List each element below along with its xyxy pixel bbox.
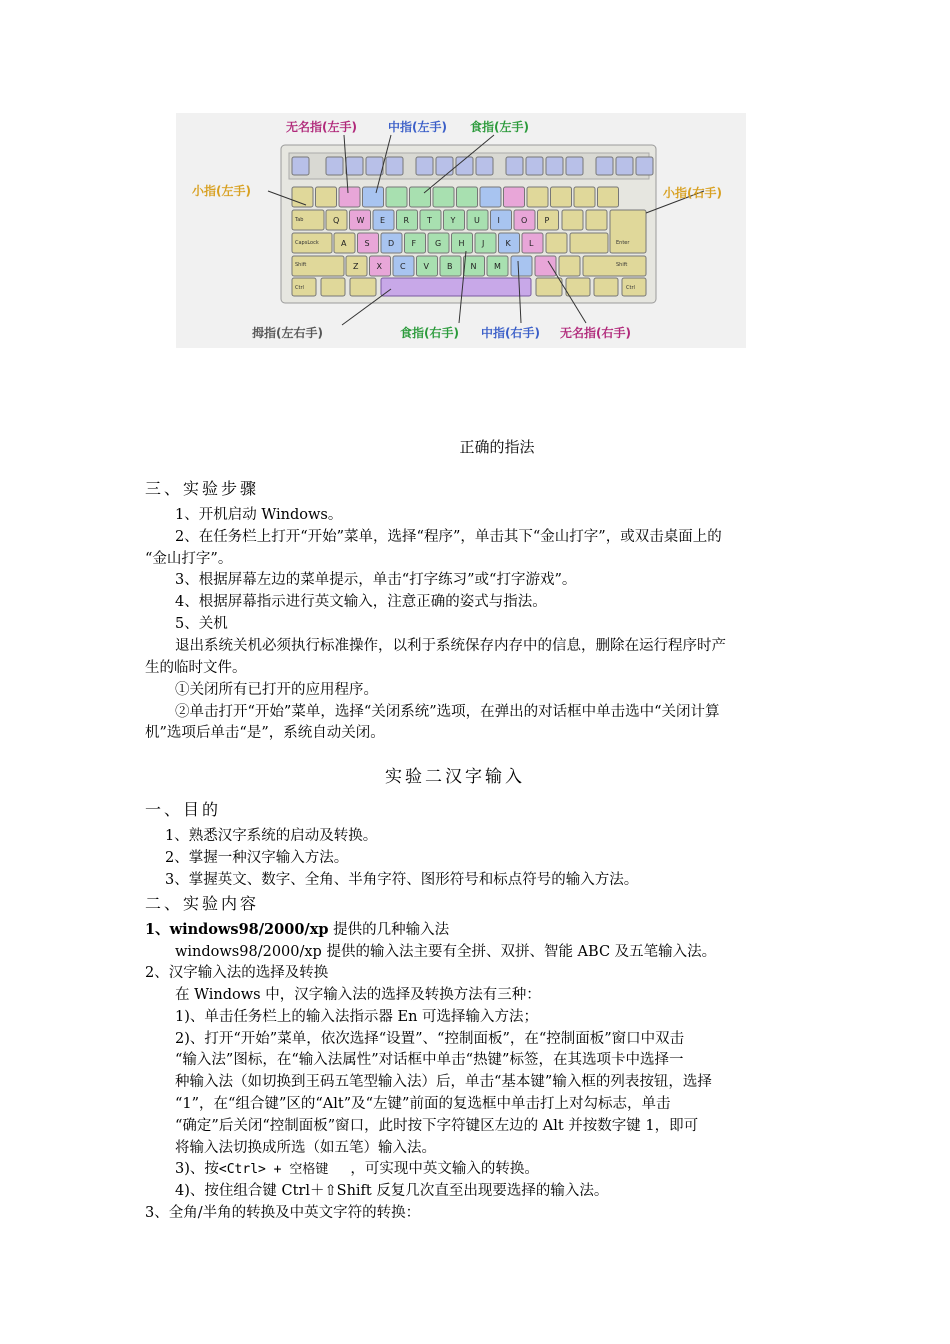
ctrl-space-keys: <Ctrl> + 空格键 bbox=[218, 1162, 329, 1177]
menu-key bbox=[594, 278, 618, 296]
key-letter: R bbox=[403, 216, 410, 225]
keyboard-diagram bbox=[176, 113, 746, 348]
label-middle-left: 中指(左手) bbox=[388, 120, 447, 134]
key-letter: J bbox=[482, 239, 485, 248]
label-middle-right: 中指(右手) bbox=[481, 326, 540, 340]
function-key bbox=[546, 157, 563, 175]
key-letter: T bbox=[427, 216, 432, 225]
key-letter: C bbox=[400, 262, 406, 271]
section-heading-purpose: 一、目的 bbox=[145, 800, 222, 819]
function-key bbox=[292, 157, 309, 175]
purpose-line: 3、掌握英文、数字、全角、半角字符、图形符号和标点符号的输入方法。 bbox=[165, 872, 639, 888]
key-letter: U bbox=[474, 216, 480, 225]
label-index-right: 食指(右手) bbox=[400, 326, 459, 340]
key-letter: N bbox=[470, 262, 477, 271]
function-key bbox=[346, 157, 363, 175]
content-item-3-heading: 3、全角/半角的转换及中英文字符的转换： bbox=[145, 1205, 421, 1221]
key-letter: Q bbox=[333, 216, 340, 225]
function-key bbox=[566, 157, 583, 175]
key-letter: X bbox=[376, 262, 382, 271]
shift-right-key-label: Shift bbox=[616, 262, 628, 268]
key-letter: B bbox=[447, 262, 453, 271]
key-letter: W bbox=[356, 216, 365, 225]
key-letter: I bbox=[497, 216, 500, 225]
letter-key-j bbox=[475, 233, 496, 253]
label-ring-left: 无名指(左手) bbox=[286, 120, 357, 134]
period-key bbox=[535, 256, 556, 276]
function-key bbox=[596, 157, 613, 175]
function-key bbox=[386, 157, 403, 175]
step-line: 生的临时文件。 bbox=[145, 660, 247, 676]
ctrl-space-prefix: 3)、按 bbox=[175, 1161, 219, 1177]
semicolon-key bbox=[546, 233, 567, 253]
key-letter: Z bbox=[353, 262, 359, 271]
key-letter: G bbox=[435, 239, 442, 248]
label-pinky-right: 小指(右手) bbox=[663, 186, 722, 200]
key-letter: S bbox=[364, 239, 370, 248]
purpose-line: 2、掌握一种汉字输入方法。 bbox=[165, 850, 349, 866]
letter-key-i bbox=[491, 210, 512, 230]
section-heading-content: 二、实验内容 bbox=[145, 894, 260, 913]
key-letter: A bbox=[341, 239, 347, 248]
number-key bbox=[363, 187, 384, 207]
key-letter: E bbox=[380, 216, 386, 225]
win-right-key bbox=[566, 278, 590, 296]
content-line: 种输入法（如切换到王码五笔型输入法）后，单击“基本键”输入框的列表按钮，选择 bbox=[175, 1074, 712, 1090]
function-key bbox=[436, 157, 453, 175]
ctrl-space-suffix: ，可实现中英文输入的转换。 bbox=[350, 1161, 539, 1177]
ctrl-right-key-label: Ctrl bbox=[626, 285, 635, 291]
step-line: ②单击打开“开始”菜单，选择“关闭系统”选项，在弹出的对话框中单击选中“关闭计算 bbox=[175, 704, 720, 720]
item1-bold-prefix: 1、windows98/2000/xp bbox=[145, 921, 329, 938]
step-line: 5、关机 bbox=[175, 616, 228, 632]
content-line: 在 Windows 中，汉字输入法的选择及转换方法有三种： bbox=[175, 987, 541, 1003]
item1-heading-rest: 提供的几种输入法 bbox=[328, 922, 450, 938]
content-line: “确定”后关闭“控制面板”窗口，此时按下字符键区左边的 Alt 并按数字键 1，即可 bbox=[175, 1118, 699, 1134]
ctrl-left-key-label: Ctrl bbox=[295, 285, 304, 291]
content-line: “输入法”图标，在“输入法属性”对话框中单击“热键”标签，在其选项卡中选择一 bbox=[175, 1052, 684, 1068]
comma-key bbox=[511, 256, 532, 276]
key-letter: Y bbox=[450, 216, 456, 225]
content-line: “1”，在“组合键”区的“Alt”及“左键”前面的复选框中单击打上对勾标志，单击 bbox=[175, 1096, 671, 1112]
number-key bbox=[457, 187, 478, 207]
content-line: 1)、单击任务栏上的输入法指示器 En 可选择输入方法； bbox=[175, 1009, 539, 1025]
function-key bbox=[326, 157, 343, 175]
key-letter: F bbox=[411, 239, 417, 248]
number-key bbox=[551, 187, 572, 207]
keyboard-fingering-figure bbox=[176, 113, 746, 348]
content-line: 将输入法切换成所选（如五笔）输入法。 bbox=[175, 1140, 436, 1156]
label-index-left: 食指(左手) bbox=[470, 120, 529, 134]
step-line: 2、在任务栏上打开“开始”菜单，选择“程序”，单击其下“金山打字”，或双击桌面上的 bbox=[175, 529, 722, 545]
function-key bbox=[636, 157, 653, 175]
step-line: 1、开机启动 Windows。 bbox=[175, 507, 343, 523]
number-key bbox=[386, 187, 407, 207]
key-letter: H bbox=[458, 239, 465, 248]
tab-key-label: Tab bbox=[295, 217, 304, 223]
alt-right-key bbox=[536, 278, 562, 296]
content-line: 2)、打开“开始”菜单，依次选择“设置”、“控制面板”，在“控制面板”窗口中双击 bbox=[175, 1031, 685, 1047]
content-item-2-heading: 2、汉字输入法的选择及转换 bbox=[145, 965, 329, 981]
shift-right-key bbox=[583, 256, 646, 276]
experiment-title: 实验二汉字输入 bbox=[385, 767, 525, 787]
number-key bbox=[480, 187, 501, 207]
function-key bbox=[476, 157, 493, 175]
number-key bbox=[598, 187, 619, 207]
step-line: 机”选项后单击“是”，系统自动关闭。 bbox=[145, 725, 385, 741]
alt-left-key bbox=[350, 278, 376, 296]
content-item-1-heading bbox=[145, 920, 449, 940]
content-line: 4)、按住组合键 Ctrl＋⇧Shift 反复几次直至出现要选择的输入法。 bbox=[175, 1183, 609, 1199]
number-key bbox=[527, 187, 548, 207]
number-key bbox=[504, 187, 525, 207]
number-key bbox=[339, 187, 360, 207]
content-line: windows98/2000/xp 提供的输入法主要有全拼、双拼、智能 ABC 及五笔输入法。 bbox=[175, 944, 717, 960]
label-pinky-left: 小指(左手) bbox=[192, 184, 251, 198]
step-line: 4、根据屏幕指示进行英文输入，注意正确的姿式与指法。 bbox=[175, 594, 547, 610]
key-letter: O bbox=[521, 216, 528, 225]
spacebar-key bbox=[381, 278, 531, 296]
quote-key bbox=[570, 233, 608, 253]
enter-key bbox=[610, 210, 646, 253]
purpose-line: 1、熟悉汉字系统的启动及转换。 bbox=[165, 828, 378, 844]
key-letter: P bbox=[544, 216, 550, 225]
function-key bbox=[506, 157, 523, 175]
step-line: “金山打字”。 bbox=[145, 551, 233, 567]
section-heading-steps: 三、实验步骤 bbox=[145, 479, 260, 498]
key-letter: V bbox=[423, 262, 429, 271]
key-letter: L bbox=[529, 239, 534, 248]
enter-key-label: Enter bbox=[616, 240, 630, 246]
label-ring-right: 无名指(右手) bbox=[560, 326, 631, 340]
figure-caption: 正确的指法 bbox=[459, 438, 535, 456]
number-key bbox=[574, 187, 595, 207]
shift-left-key-label: Shift bbox=[295, 262, 307, 268]
step-line: 退出系统关机必须执行标准操作，以利于系统保存内存中的信息，删除在运行程序时产 bbox=[175, 638, 726, 654]
key-letter: M bbox=[494, 262, 501, 271]
win-key bbox=[321, 278, 345, 296]
slash-key bbox=[559, 256, 580, 276]
number-key bbox=[316, 187, 337, 207]
key-letter: K bbox=[505, 239, 511, 248]
label-thumb: 拇指(左右手) bbox=[252, 326, 323, 340]
function-key bbox=[616, 157, 633, 175]
bracket-key bbox=[586, 210, 607, 230]
function-key bbox=[416, 157, 433, 175]
step-line: ①关闭所有已打开的应用程序。 bbox=[175, 682, 378, 698]
key-letter: D bbox=[388, 239, 395, 248]
bracket-key bbox=[562, 210, 583, 230]
step-line: 3、根据屏幕左边的菜单提示，单击“打字练习”或“打字游戏”。 bbox=[175, 572, 577, 588]
number-key bbox=[433, 187, 454, 207]
function-key bbox=[366, 157, 383, 175]
content-line-ctrl-space bbox=[175, 1159, 539, 1180]
function-key bbox=[526, 157, 543, 175]
caps-key-label: CapsLock bbox=[295, 240, 319, 246]
